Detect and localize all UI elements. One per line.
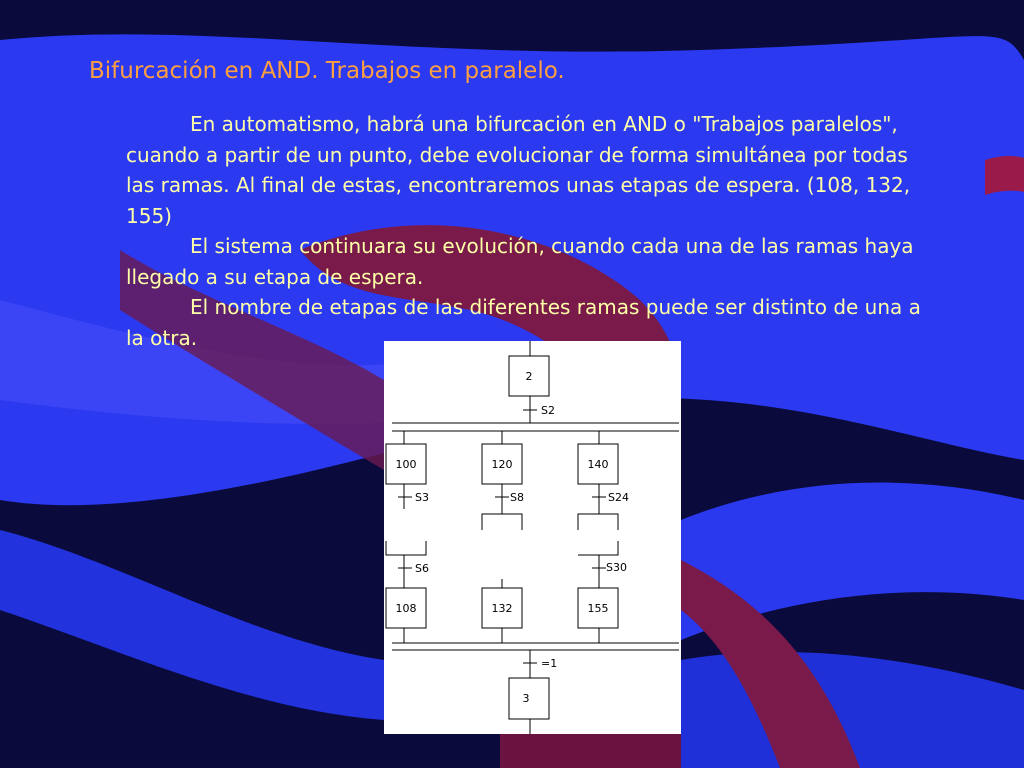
step-120-label: 120: [491, 458, 513, 471]
slide-body: [126, 109, 926, 353]
transition-s2-label: S2: [541, 404, 555, 417]
transition-s6-label: S6: [415, 562, 429, 575]
transition-s24-label: S24: [608, 491, 629, 504]
paragraph-system-continues: El sistema continuara su evolución, cuando cada una de las ramas haya llegado a su etapa de espera.: [126, 234, 914, 289]
step-132-label: 132: [491, 602, 513, 615]
paragraph-step-names: El nombre de etapas de las diferentes ramas puede ser distinto de una a la otra.: [126, 295, 921, 350]
step-3-label: 3: [522, 692, 530, 705]
grafcet-diagram: [384, 341, 681, 734]
transition-join-label: =1: [541, 657, 558, 670]
step-100-label: 100: [395, 458, 417, 471]
transition-s8-label: S8: [510, 491, 524, 504]
slide-title: Bifurcación en AND. Trabajos en paralelo.: [89, 58, 565, 84]
paragraph-and-bifurcation: En automatismo, habrá una bifurcación en AND o "Trabajos paralelos", cuando a partir de un punto, debe evolucionar de forma simultánea por todas las ramas. Al final de estas, encontraremos unas etapas de espera. (108, 132, 155): [126, 112, 911, 228]
step-108-label: 108: [395, 602, 417, 615]
transition-s3-label: S3: [415, 491, 429, 504]
step-140-label: 140: [587, 458, 609, 471]
step-155-label: 155: [587, 602, 609, 615]
transition-s30-label: S30: [606, 561, 627, 574]
step-2-label: 2: [525, 370, 533, 383]
